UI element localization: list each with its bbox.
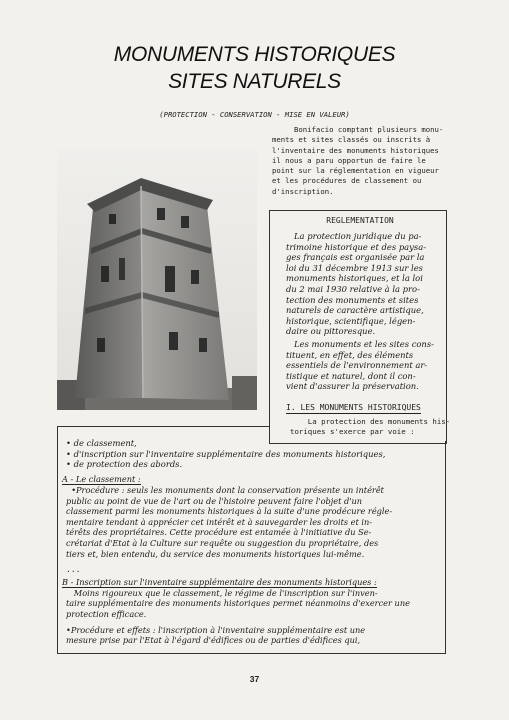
page-subtitle: (PROTECTION - CONSERVATION - MISE EN VALEUR)	[159, 110, 350, 119]
frame-rule	[57, 426, 269, 427]
ellipsis: ...	[66, 565, 81, 574]
intro-paragraph: Bonifacio comptant plusieurs monu- ments et sites classés ou inscrits à l'inventaire des monuments historiques il nous a paru opportun de faire le point sur la réglementation en vigueur et les procédures de classement ou d'inscription.	[272, 125, 444, 196]
frame-rule	[57, 653, 445, 654]
section-1-intro: La protection des monuments his- toriques s'exerce par voie :	[290, 417, 451, 436]
reglementation-paragraph-2: Les monuments et les sites cons- tituent, en effet, des éléments essentiels de l'environnement ar- tistique et naturel, dont il con- vient d'assurer la préservation.	[286, 339, 434, 392]
reglementation-paragraph-1: La protection juridique du pa- trimoine historique et des paysa- ges français est organisée par la loi du 31 décembre 1913 sur les monuments historiques, et la loi du 2 mai 1930 relative à la pro- tection des monuments et sites naturels de caractère artistique, historique, scientifique, légen- daire ou pittoresque.	[286, 231, 427, 337]
tower-photo	[57, 148, 257, 410]
section-b-heading-text: B - Inscription sur l'inventaire supplémentaire des monuments historiques :	[62, 577, 377, 587]
section-1-heading: I. LES MONUMENTS HISTORIQUES	[286, 403, 421, 412]
frame-rule	[57, 426, 58, 654]
page-title-line2: SITES NATURELS	[168, 70, 341, 93]
section-b-heading	[62, 577, 377, 587]
protection-list: • de classement, • d'inscription sur l'inventaire supplémentaire des monuments historiques, • de protection des abords.	[66, 438, 386, 470]
section-a-heading	[62, 474, 141, 484]
section-a-heading-text: A - Le classement :	[62, 474, 141, 484]
section-b-body: Moins rigoureux que le classement, le régime de l'inscription sur l'inven- taire supplémentaire des monuments historiques permet néanmoins d'exercer une protection efficace.	[66, 588, 410, 619]
page-title-line1: MONUMENTS HISTORIQUES	[113, 43, 396, 66]
page-number: 37	[249, 674, 260, 684]
section-b-procedure: •Procédure et effets : l'inscription à l'inventaire supplémentaire est une mesure prise par l'Etat à l'égard d'édifices ou de parties d'édifices qui,	[66, 625, 366, 646]
reglementation-heading: REGLEMENTATION	[326, 216, 394, 225]
section-a-body: •Procédure : seuls les monuments dont la conservation présente un intérêt public au point de vue de l'art ou de l'histoire peuvent faire l'objet d'un classement parmi les monuments historiques à la suite d'une prodécure régle- mentaire tendant à apprécier cet intérêt et à sauvegarder les droits et in- térêts des propriétaires. Cette procédure est entamée à l'initiative du Se- crétariat d'Etat à la Culture sur requête ou suggestion du propriétaire, des tiers et, bien entendu, du service des monuments historiques lui-même.	[66, 485, 393, 559]
